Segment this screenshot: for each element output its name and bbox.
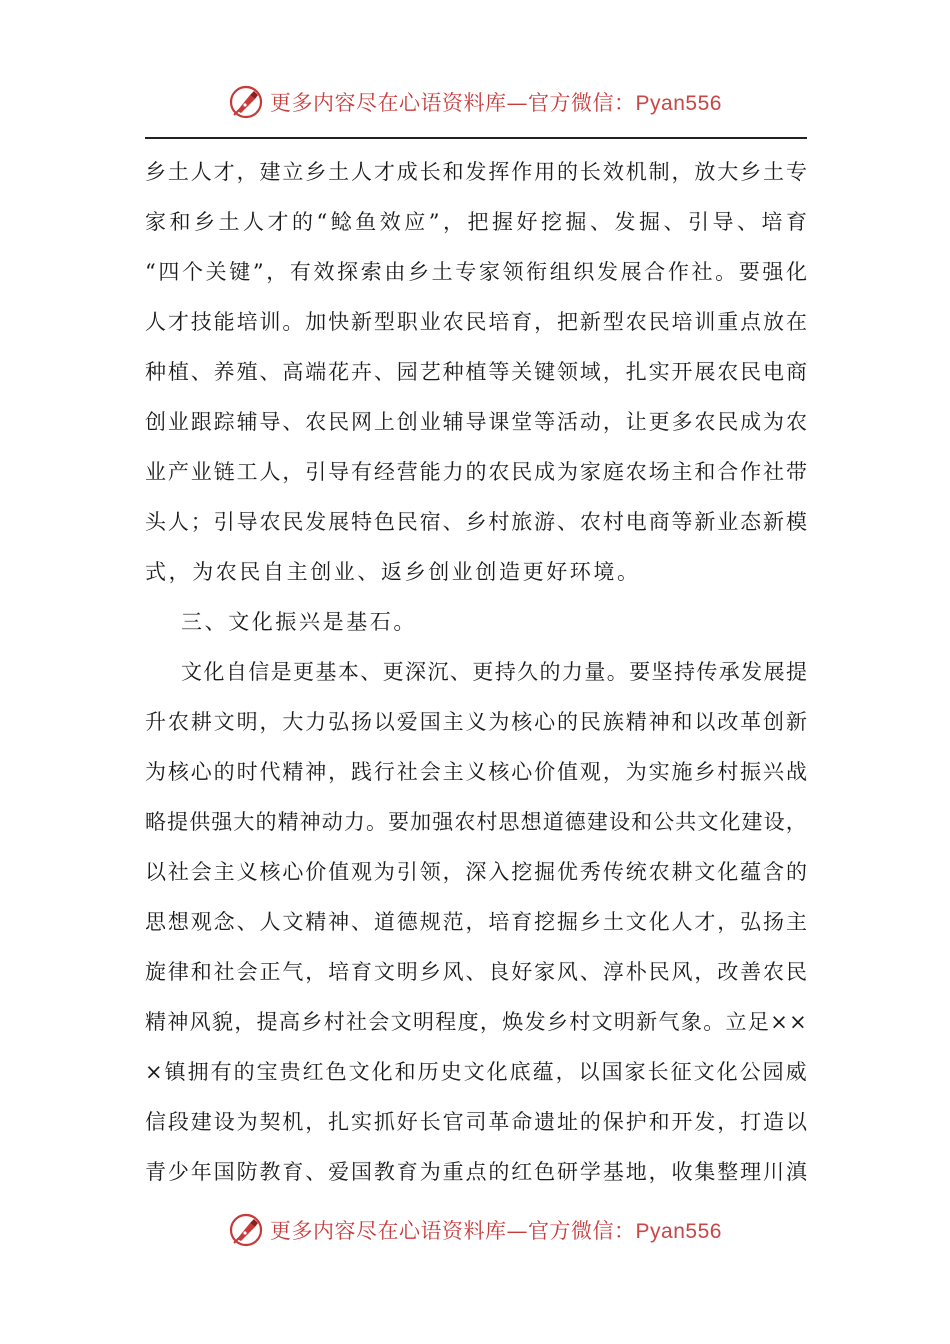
text-line: 文 化 自 信 是 更 基 本 、 更 深 沉 、 更 持 久 的 力 量 。 要 坚 持 传 承 发 展 提: [181, 660, 807, 684]
text-line: 青 少 年 国 防 教 育 、 爱 国 教 育 为 重 点 的 红 色 研 学 基 地 ， 收 集 整 理 川 滇: [145, 1160, 807, 1184]
text-line: 略 提 供 强 大 的 精 神 动 力 。 要 加 强 农 村 思 想 道 德 建 设 和 公 共 文 化 建 设 ，: [145, 810, 807, 834]
text-line: 头 人 ； 引 导 农 民 发 展 特 色 民 宿 、 乡 村 旅 游 、 农 村 电 商 等 新 业 态 新 模: [145, 510, 807, 534]
text-line: 旋 律 和 社 会 正 气 ， 培 育 文 明 乡 风 、 良 好 家 风 、 淳 朴 民 风 ， 改 善 农 民: [145, 960, 807, 984]
header-divider: [145, 137, 807, 139]
text-line: 精 神 风 貌 ， 提 高 乡 村 社 会 文 明 程 度 ， 焕 发 乡 村 文 明 新 气 象 。 立 足 × ×: [145, 1010, 807, 1034]
pen-nib-icon: [228, 1212, 264, 1248]
document-body: [145, 147, 807, 1197]
footer-banner-label: 更多内容尽在心语资料库—官方微信：: [270, 1219, 636, 1243]
text-line: 创 业 跟 踪 辅 导 、 农 民 网 上 创 业 辅 导 课 堂 等 活 动 ， 让 更 多 农 民 成 为 农: [145, 410, 807, 434]
text-line: 人 才 技 能 培 训 。 加 快 新 型 职 业 农 民 培 育 ， 把 新 型 农 民 培 训 重 点 放 在: [145, 310, 807, 334]
text-line: 家 和 乡 土 人 才 的 “ 鲶 鱼 效 应 ” ， 把 握 好 挖 掘 、 发 掘 、 引 导 、 培 育: [145, 210, 807, 234]
text-line: 升 农 耕 文 明 ， 大 力 弘 扬 以 爱 国 主 义 为 核 心 的 民 族 精 神 和 以 改 革 创 新: [145, 710, 807, 734]
footer-wechat-handle: Pyan556: [635, 1220, 722, 1243]
pen-nib-icon: [228, 84, 264, 120]
text-line: × 镇 拥 有 的 宝 贵 红 色 文 化 和 历 史 文 化 底 蕴 ， 以 国 家 长 征 文 化 公 园 威: [145, 1060, 807, 1084]
text-line: 种 植 、 养 殖 、 高 端 花 卉 、 园 艺 种 植 等 关 键 领 域 ， 扎 实 开 展 农 民 电 商: [145, 360, 807, 384]
section-heading: 三、文化振兴是基石。: [181, 610, 417, 634]
header-banner: [0, 80, 950, 124]
text-line: 为 核 心 的 时 代 精 神 ， 践 行 社 会 主 义 核 心 价 值 观 ， 为 实 施 乡 村 振 兴 战: [145, 760, 807, 784]
text-line: 以 社 会 主 义 核 心 价 值 观 为 引 领 ， 深 入 挖 掘 优 秀 传 统 农 耕 文 化 蕴 含 的: [145, 860, 807, 884]
text-line: 乡 土 人 才 ， 建 立 乡 土 人 才 成 长 和 发 挥 作 用 的 长 效 机 制 ， 放 大 乡 土 专: [145, 160, 807, 184]
text-line: “ 四 个 关 键 ” ， 有 效 探 索 由 乡 土 专 家 领 衔 组 织 发 展 合 作 社 。 要 强 化: [145, 260, 807, 284]
header-banner-label: 更多内容尽在心语资料库—官方微信：: [270, 91, 636, 115]
footer-banner-text: [270, 1215, 722, 1245]
text-line: 信 段 建 设 为 契 机 ， 扎 实 抓 好 长 官 司 革 命 遗 址 的 保 护 和 开 发 ， 打 造 以: [145, 1110, 807, 1134]
header-banner-text: [270, 87, 722, 117]
footer-banner: [0, 1208, 950, 1252]
text-line: 业 产 业 链 工 人 ， 引 导 有 经 营 能 力 的 农 民 成 为 家 庭 农 场 主 和 合 作 社 带: [145, 460, 807, 484]
text-line: 式，为农民自主创业、返乡创业创造更好环境。: [145, 560, 641, 584]
text-line: 思 想 观 念 、 人 文 精 神 、 道 德 规 范 ， 培 育 挖 掘 乡 土 文 化 人 才 ， 弘 扬 主: [145, 910, 807, 934]
header-wechat-handle: Pyan556: [635, 92, 722, 115]
